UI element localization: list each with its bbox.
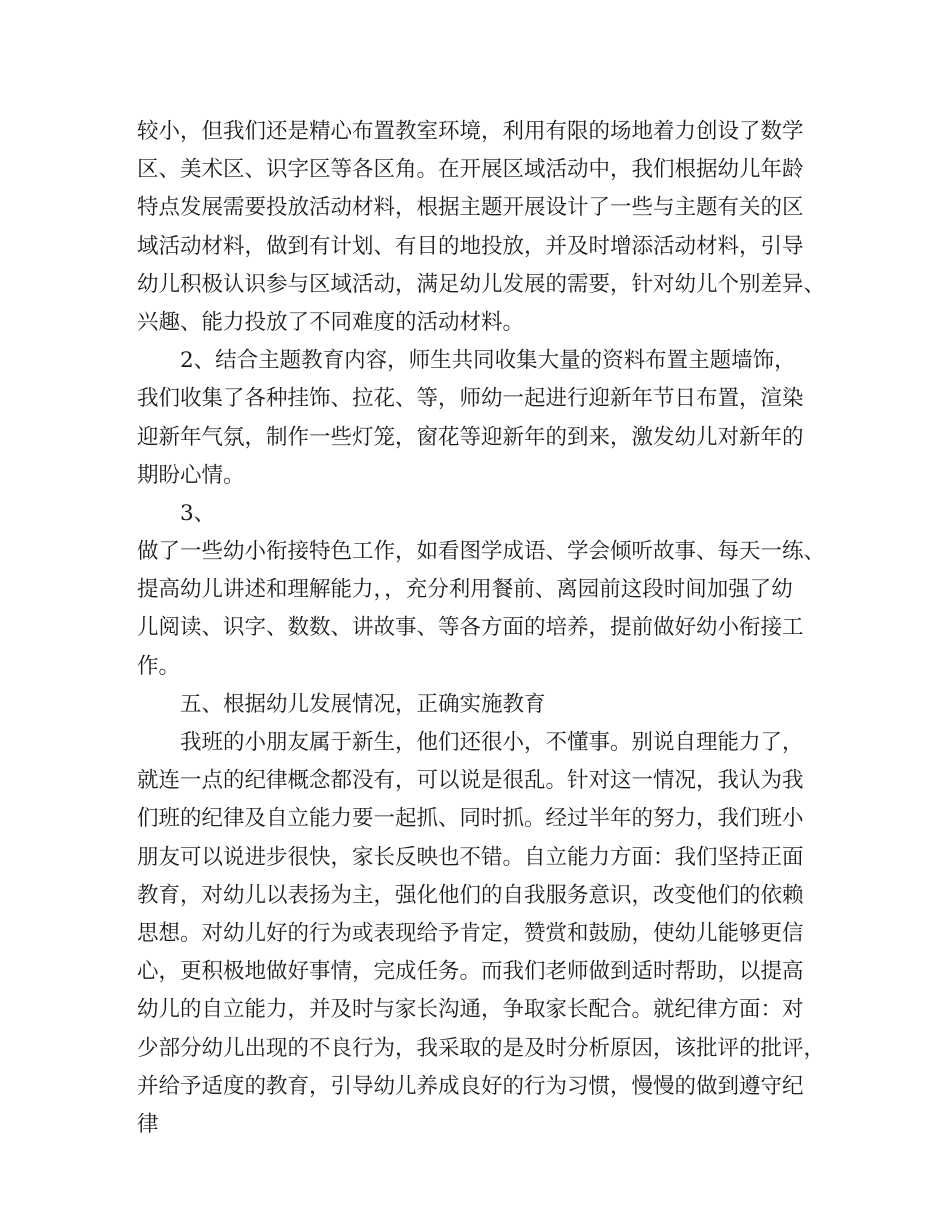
text-line: 幼儿积极认识参与区域活动，满足幼儿发展的需要，针对幼儿个别差异、 (137, 271, 826, 297)
text-line: 思想。对幼儿好的行为或表现给予肯定，赞赏和鼓励，使幼儿能够更信 (137, 920, 804, 946)
text-line: 作。 (137, 653, 181, 679)
text-line: 们班的纪律及自立能力要一起抓、同时抓。经过半年的努力，我们班小 (137, 806, 804, 832)
document-body (137, 113, 827, 1144)
text-line: 并给予适度的教育，引导幼儿养成良好的行为习惯，慢慢的做到遵守纪 (137, 1073, 804, 1099)
text-line: 幼儿的自立能力，并及时与家长沟通，争取家长配合。就纪律方面：对 (137, 997, 804, 1023)
text-line: 兴趣、能力投放了不同难度的活动材料。 (137, 309, 525, 335)
text-line: 教育，对幼儿以表扬为主，强化他们的自我服务意识，改变他们的依赖 (137, 882, 804, 908)
text-line: 特点发展需要投放活动材料，根据主题开展设计了一些与主题有关的区 (137, 195, 804, 221)
text-line: 就连一点的纪律概念都没有，可以说是很乱。针对这一情况，我认为我 (137, 768, 804, 794)
section-heading: 五、根据幼儿发展情况，正确实施教育 (180, 691, 546, 717)
text-line: 区、美术区、识字区等各区角。在开展区域活动中，我们根据幼儿年龄 (137, 157, 804, 183)
text-line: 迎新年气氛，制作一些灯笼，窗花等迎新年的到来，激发幼儿对新年的 (137, 424, 804, 450)
text-line: 心，更积极地做好事情，完成任务。而我们老师做到适时帮助，以提高 (137, 959, 804, 985)
text-line: 域活动材料，做到有计划、有目的地投放，并及时增添活动材料，引导 (137, 233, 804, 259)
text-line: 律 (137, 1111, 159, 1137)
text-line: 做了一些幼小衔接特色工作，如看图学成语、学会倾听故事、每天一练、 (137, 539, 826, 565)
text-line: 我们收集了各种挂饰、拉花、等，师幼一起进行迎新年节日布置，渲染 (137, 386, 804, 412)
text-line: 儿阅读、识字、数数、讲故事、等各方面的培养，提前做好幼小衔接工 (137, 615, 804, 641)
text-line: 提高幼儿讲述和理解能力，，充分利用餐前、离园前这段时间加强了幼 (137, 577, 793, 603)
text-line: 期盼心情。 (137, 462, 245, 488)
text-line: 少部分幼儿出现的不良行为，我采取的是及时分析原因，该批评的批评， (137, 1035, 826, 1061)
text-line: 较小，但我们还是精心布置教室环境，利用有限的场地着力创设了数学 (137, 119, 804, 144)
text-line: 朋友可以说进步很快，家长反映也不错。自立能力方面：我们坚持正面 (137, 844, 804, 870)
paragraph-start-line: 3、 (180, 500, 216, 526)
paragraph-start-line: 2、结合主题教育内容，师生共同收集大量的资料布置主题墙饰， (180, 348, 796, 374)
paragraph-start-line: 我班的小朋友属于新生，他们还很小，不懂事。别说自理能力了， (180, 730, 804, 755)
